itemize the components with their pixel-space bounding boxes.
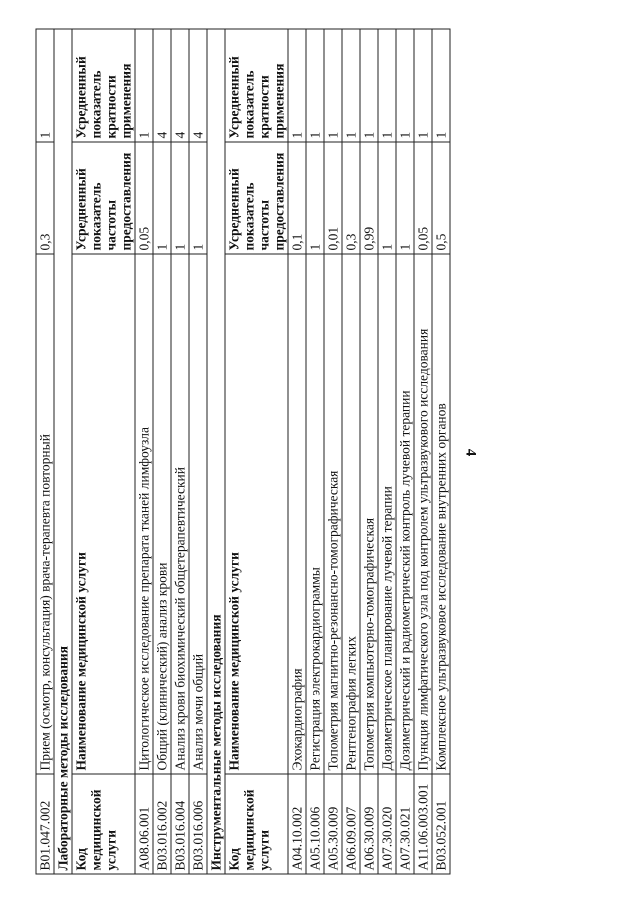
- service-name: Рентгенография легких: [342, 254, 360, 774]
- service-multiplicity: 1: [432, 29, 450, 142]
- table-row: [135, 29, 153, 874]
- table-row: [288, 29, 306, 874]
- service-multiplicity: 1: [342, 29, 360, 142]
- service-code: A05.30.009: [324, 774, 342, 874]
- service-frequency: 0,99: [360, 142, 378, 254]
- service-multiplicity: 1: [36, 29, 54, 142]
- section-title-row: [54, 29, 72, 874]
- table-row: [432, 29, 450, 874]
- service-code: A07.30.021: [396, 774, 414, 874]
- service-name: Топометрия компьютерно-томографическая: [360, 254, 378, 774]
- table-row: [396, 29, 414, 874]
- table-row: [414, 29, 432, 874]
- header-name: Наименование медицинской услуги: [72, 254, 135, 774]
- service-name: Прием (осмотр, консультация) врача-терапевта повторный: [36, 254, 54, 774]
- table-row: [306, 29, 324, 874]
- service-frequency: 1: [153, 142, 171, 254]
- service-frequency: 0,1: [288, 142, 306, 254]
- service-multiplicity: 1: [360, 29, 378, 142]
- header-frequency: Усредненный показатель частоты предоставления: [72, 142, 135, 254]
- header-code: Код медицинской услуги: [72, 774, 135, 874]
- service-code: A11.06.003.001: [414, 774, 432, 874]
- table-row: [171, 29, 189, 874]
- table-row: [189, 29, 207, 874]
- service-frequency: 0,01: [324, 142, 342, 254]
- service-multiplicity: 1: [396, 29, 414, 142]
- table-row: [342, 29, 360, 874]
- service-name: Анализ крови биохимический общетерапевтический: [171, 254, 189, 774]
- service-frequency: 0,05: [414, 142, 432, 254]
- service-name: Топометрия магнитно-резонансно-томографическая: [324, 254, 342, 774]
- service-frequency: 1: [396, 142, 414, 254]
- table-header-row: [225, 29, 288, 874]
- table-row: [36, 29, 54, 874]
- header-code: Код медицинской услуги: [225, 774, 288, 874]
- service-multiplicity: 4: [153, 29, 171, 142]
- service-multiplicity: 1: [378, 29, 396, 142]
- services-table: [36, 29, 451, 875]
- service-name: Регистрация электрокардиограммы: [306, 254, 324, 774]
- service-frequency: 0,05: [135, 142, 153, 254]
- service-code: B01.047.002: [36, 774, 54, 874]
- header-multiplicity: Усредненный показатель кратности применения: [225, 29, 288, 142]
- service-code: A07.30.020: [378, 774, 396, 874]
- header-multiplicity: Усредненный показатель кратности применения: [72, 29, 135, 142]
- service-code: A06.09.007: [342, 774, 360, 874]
- service-code: A08.06.001: [135, 774, 153, 874]
- header-name: Наименование медицинской услуги: [225, 254, 288, 774]
- service-name: Эхокардиография: [288, 254, 306, 774]
- table-row: [378, 29, 396, 874]
- section-title: Инструментальные методы исследования: [207, 29, 225, 874]
- table-row: [153, 29, 171, 874]
- service-multiplicity: 1: [414, 29, 432, 142]
- rotated-table-container: [36, 30, 486, 875]
- table-row: [324, 29, 342, 874]
- service-code: B03.016.006: [189, 774, 207, 874]
- service-frequency: 1: [189, 142, 207, 254]
- service-multiplicity: 1: [135, 29, 153, 142]
- service-code: B03.016.002: [153, 774, 171, 874]
- service-frequency: 1: [306, 142, 324, 254]
- table-header-row: [72, 29, 135, 874]
- service-name: Пункция лимфатического узла под контролем ультразвукового исследования: [414, 254, 432, 774]
- service-code: A05.10.006: [306, 774, 324, 874]
- section-title: Лабораторные методы исследования: [54, 29, 72, 874]
- service-frequency: 0,5: [432, 142, 450, 254]
- service-multiplicity: 1: [288, 29, 306, 142]
- service-frequency: 1: [171, 142, 189, 254]
- service-name: Общий (клинический) анализ крови: [153, 254, 171, 774]
- header-frequency: Усредненный показатель частоты предоставления: [225, 142, 288, 254]
- service-frequency: 1: [378, 142, 396, 254]
- service-code: A06.30.009: [360, 774, 378, 874]
- service-multiplicity: 4: [171, 29, 189, 142]
- service-name: Дозиметрическое планирование лучевой терапии: [378, 254, 396, 774]
- service-frequency: 0,3: [342, 142, 360, 254]
- service-name: Комплексное ультразвуковое исследование внутренних органов: [432, 254, 450, 774]
- section-title-row: [207, 29, 225, 874]
- page-number: 4: [462, 448, 479, 457]
- service-code: A04.10.002: [288, 774, 306, 874]
- service-multiplicity: 1: [306, 29, 324, 142]
- service-multiplicity: 4: [189, 29, 207, 142]
- service-frequency: 0,3: [36, 142, 54, 254]
- service-name: Анализ мочи общий: [189, 254, 207, 774]
- service-multiplicity: 1: [324, 29, 342, 142]
- service-name: Дозиметрический и радиометрический контроль лучевой терапии: [396, 254, 414, 774]
- service-code: B03.016.004: [171, 774, 189, 874]
- table-row: [360, 29, 378, 874]
- service-name: Цитологическое исследование препарата тканей лимфоузла: [135, 254, 153, 774]
- service-code: B03.052.001: [432, 774, 450, 874]
